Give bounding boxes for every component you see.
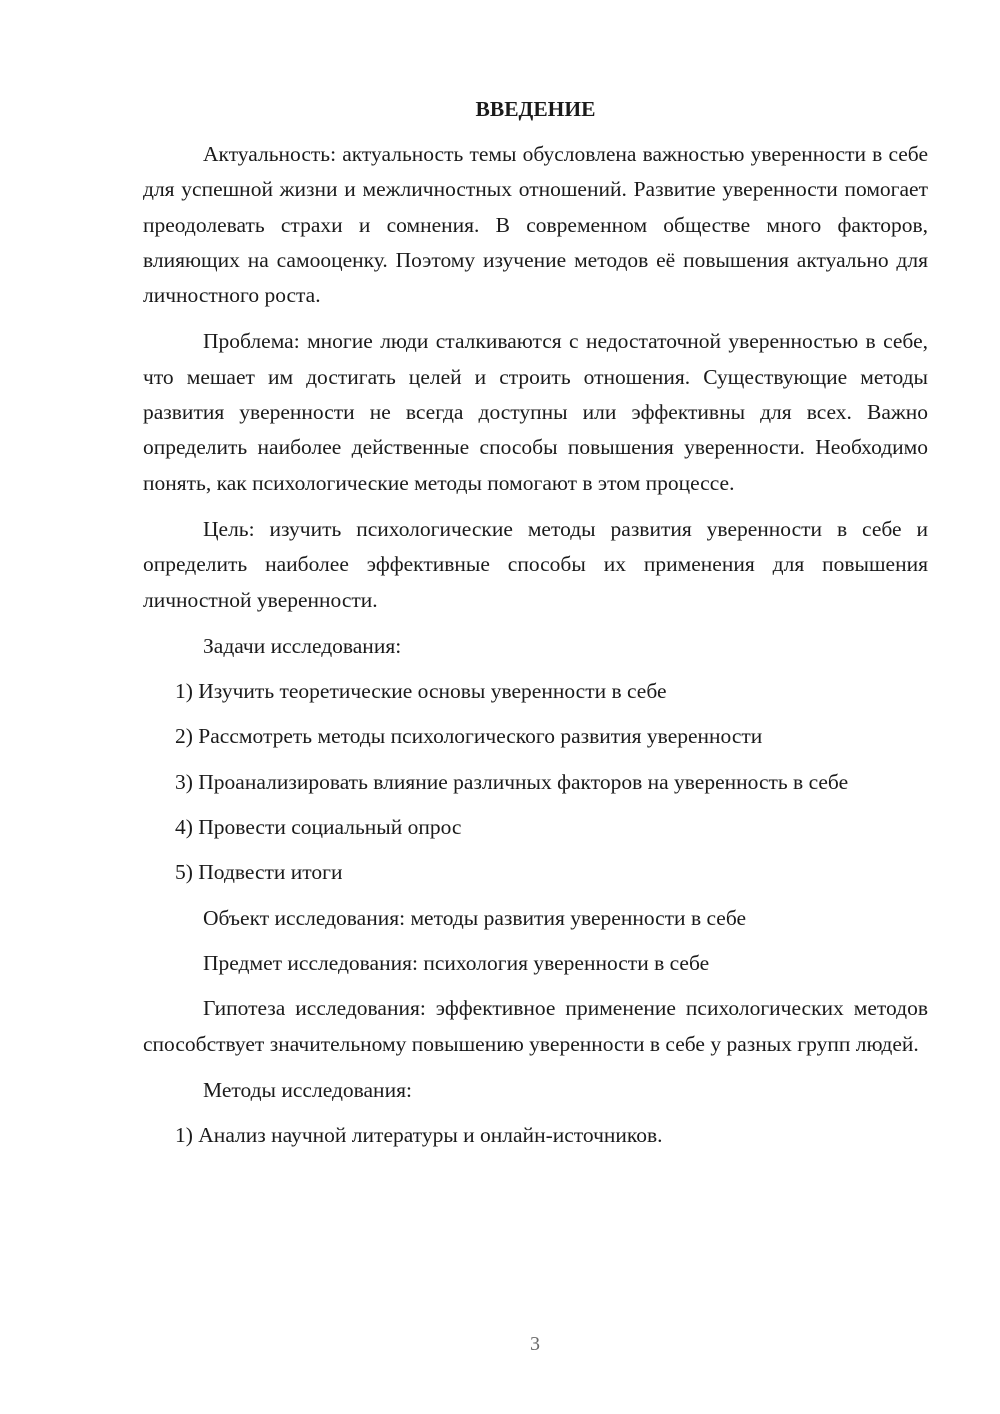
hypothesis-paragraph: Гипотеза исследования: эффективное применение психологических методов способствует значительному повышению уверенности в себе у разных групп людей. <box>143 996 928 1056</box>
relevance-paragraph: Актуальность: актуальность темы обусловлена важностью уверенности в себе для успешной жизни и межличностных отношений. Развитие уверенности помогает преодолевать страхи и сомнения. В современном обществе много факторов, влияющих на самооценку. Поэтому изучение методов её повышения актуально для личностного роста. <box>143 142 928 308</box>
task-item: 1) Изучить теоретические основы уверенности в себе <box>175 679 667 704</box>
task-item: 4) Провести социальный опрос <box>175 815 462 840</box>
method-item: 1) Анализ научной литературы и онлайн-источников. <box>175 1123 663 1148</box>
object-line: Объект исследования: методы развития уверенности в себе <box>203 905 747 930</box>
task-item: 2) Рассмотреть методы психологического развития уверенности <box>175 724 763 749</box>
task-item: 3) Проанализировать влияние различных факторов на уверенность в себе <box>175 769 849 794</box>
task-item: 5) Подвести итоги <box>175 860 343 885</box>
page-title: ВВЕДЕНИЕ <box>475 97 596 121</box>
subject-line: Предмет исследования: психология уверенности в себе <box>203 950 710 975</box>
problem-paragraph: Проблема: многие люди сталкиваются с недостаточной уверенностью в себе, что мешает им достигать целей и строить отношения. Существующие методы развития уверенности не всегда доступны или эффективны для всех. Важно определить наиболее действенные способы повышения уверенности. Необходимо понять, как психологические методы помогают в этом процессе. <box>143 329 928 495</box>
page-number: 3 <box>530 1333 540 1355</box>
methods-heading: Методы исследования: <box>203 1077 412 1102</box>
tasks-heading: Задачи исследования: <box>203 633 402 658</box>
goal-paragraph: Цель: изучить психологические методы развития уверенности в себе и определить наиболее эффективные способы их применения для повышения личностной уверенности. <box>143 516 928 612</box>
